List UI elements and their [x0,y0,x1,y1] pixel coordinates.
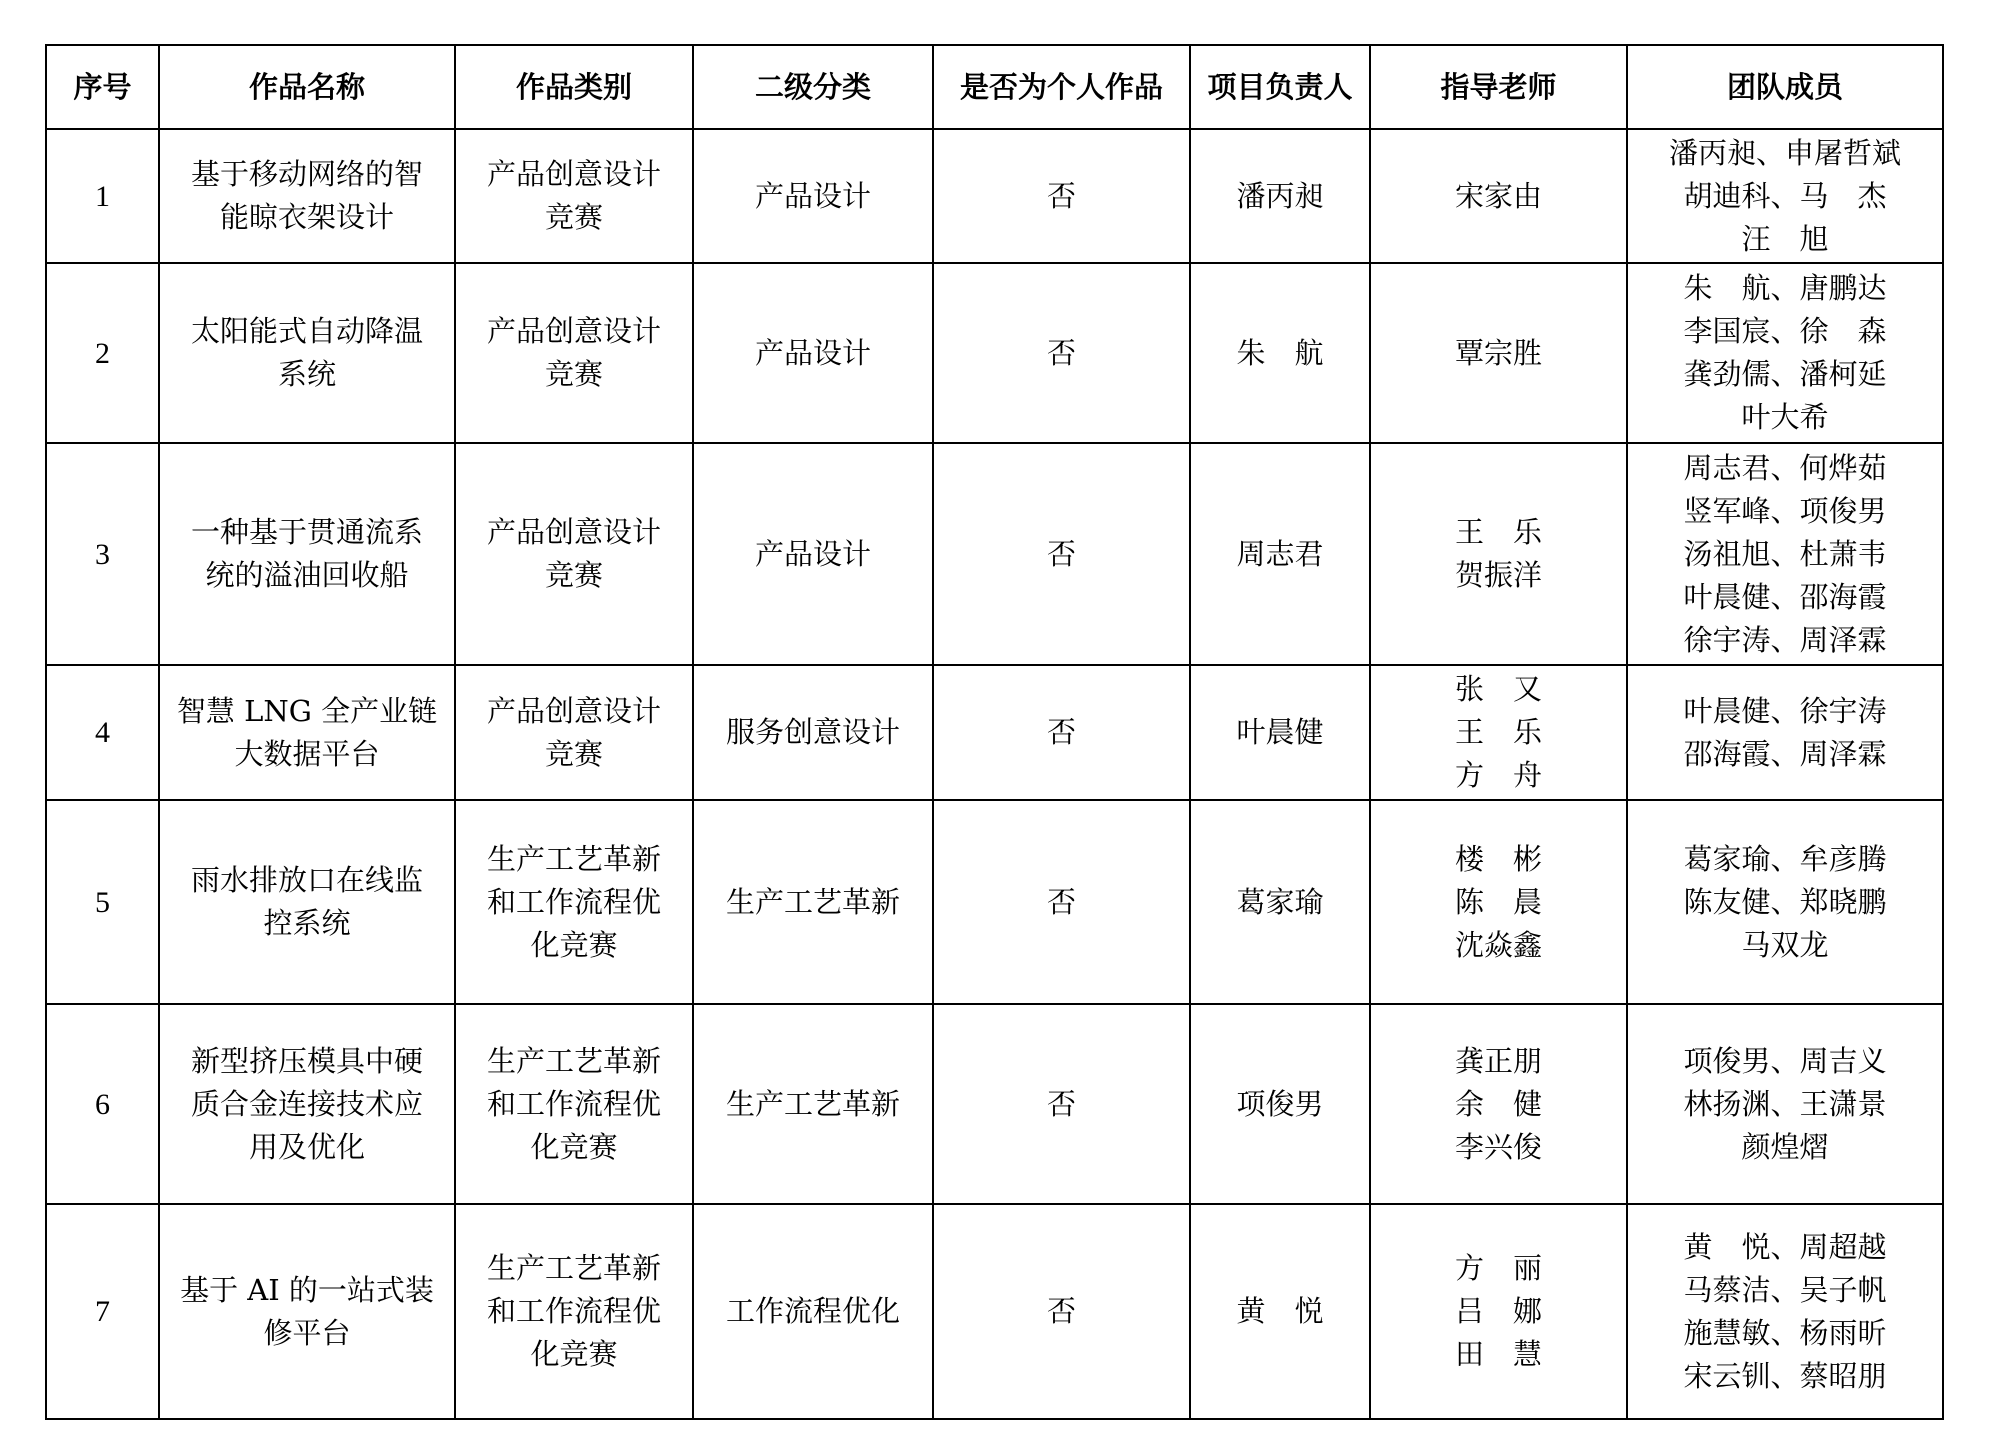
work-name-line: 控系统 [263,906,351,940]
advisors [1370,263,1627,443]
header-cell: 项目负责人 [1190,45,1370,129]
project-leader-text: 叶晨健 [1236,715,1324,749]
advisors [1370,1204,1627,1419]
work-name-line: 一种基于贯通流系 [190,515,423,549]
sub-category-text: 生产工艺革新 [725,884,900,919]
sub-category [693,129,933,263]
table-row [46,665,1943,800]
work-name [159,1004,455,1204]
work-category [455,665,693,800]
team-members-line: 潘丙昶、申屠哲斌 [1668,135,1901,170]
work-category-line: 化竞赛 [530,1337,618,1371]
team-members-line: 汪 旭 [1741,221,1829,256]
sub-category-text: 产品设计 [754,536,871,571]
advisors-line: 田 慧 [1454,1337,1542,1371]
project-leader-text: 朱 航 [1236,335,1324,370]
row-number [46,1204,159,1419]
work-category-line: 产品创意设计 [486,693,661,728]
row-number [46,263,159,443]
team-members-line: 朱 航、唐鹏达 [1683,271,1887,305]
team-members-line: 龚劲儒、潘柯延 [1683,357,1887,391]
row-number [46,1004,159,1204]
sub-category-text: 产品设计 [754,335,871,370]
team-members-line: 宋云钏、蔡昭朋 [1683,1358,1887,1393]
advisors-line: 宋家由 [1454,178,1542,213]
header-cell: 团队成员 [1627,45,1943,129]
work-category [455,263,693,443]
team-members-line: 林扬渊、王潇景 [1683,1086,1887,1121]
row-number-text: 2 [95,336,110,370]
is-individual [933,665,1190,800]
project-leader [1190,129,1370,263]
advisors-line: 方 舟 [1454,758,1542,792]
advisors-line: 楼 彬 [1454,841,1542,876]
advisors [1370,129,1627,263]
team-members-line: 叶晨健、邵海霞 [1683,579,1887,614]
work-name-line: 系统 [277,357,336,391]
work-name [159,1204,455,1419]
project-leader [1190,443,1370,665]
work-category [455,443,693,665]
is-individual-text: 否 [1046,1294,1076,1328]
is-individual [933,263,1190,443]
team-members-line: 颜煌熠 [1741,1129,1829,1164]
table-row [46,443,1943,665]
work-category-line: 生产工艺革新 [486,1251,661,1285]
row-number [46,129,159,263]
table-row [46,129,1943,263]
award-table [45,44,1944,1420]
work-category-line: 竞赛 [544,736,603,771]
sub-category [693,1004,933,1204]
advisors-line: 覃宗胜 [1454,335,1542,370]
team-members [1627,263,1943,443]
sub-category [693,665,933,800]
team-members-line: 马蔡洁、吴子帆 [1683,1272,1887,1307]
team-members-line: 施慧敏、杨雨昕 [1683,1315,1887,1350]
work-name-line: 用及优化 [248,1129,365,1164]
team-members-line: 李国宸、徐 森 [1683,314,1887,348]
work-category-line: 竞赛 [544,200,603,234]
project-leader [1190,1204,1370,1419]
work-name-line: 基于移动网络的智 [190,157,423,191]
team-members-line: 项俊男、周吉义 [1683,1043,1887,1078]
work-category [455,800,693,1004]
header-cell: 二级分类 [693,45,933,129]
work-name [159,665,455,800]
is-individual [933,1004,1190,1204]
project-leader [1190,665,1370,800]
row-number-text: 6 [95,1087,110,1121]
work-category-line: 产品创意设计 [486,157,661,191]
table-body [46,129,1943,1419]
is-individual-text: 否 [1046,884,1076,919]
work-name [159,263,455,443]
team-members-line: 叶晨健、徐宇涛 [1683,693,1887,728]
advisors-line: 王 乐 [1454,515,1542,549]
work-name-line: 太阳能式自动降温 [190,314,423,348]
work-name-line: 雨水排放口在线监 [190,863,423,897]
project-leader [1190,263,1370,443]
advisors-line: 余 健 [1454,1086,1542,1121]
team-members [1627,129,1943,263]
work-name [159,800,455,1004]
row-number-text: 4 [95,716,110,749]
team-members-line: 叶大希 [1741,400,1829,434]
work-category-line: 生产工艺革新 [486,1043,661,1078]
header-cell: 指导老师 [1370,45,1627,129]
row-number [46,665,159,800]
sub-category-text: 服务创意设计 [725,715,900,749]
team-members-line: 马双龙 [1741,927,1829,962]
row-number-text: 7 [95,1295,110,1328]
team-members-line: 汤祖旭、杜萧韦 [1683,536,1887,571]
table-row [46,1004,1943,1204]
header-cell: 作品类别 [455,45,693,129]
team-members-line: 葛家瑜、牟彦腾 [1683,841,1887,876]
advisors [1370,443,1627,665]
sub-category [693,1204,933,1419]
row-number-text: 5 [95,885,110,919]
project-leader [1190,1004,1370,1204]
row-number [46,443,159,665]
table-row [46,800,1943,1004]
advisors-line: 吕 娜 [1454,1294,1542,1328]
row-number [46,800,159,1004]
work-category [455,1004,693,1204]
team-members-line: 周志君、何烨茹 [1683,450,1887,485]
work-category [455,129,693,263]
work-category-line: 和工作流程优 [486,1086,661,1121]
advisors-line: 龚正朋 [1454,1043,1542,1078]
sub-category [693,263,933,443]
header-cell: 序号 [46,45,159,129]
project-leader [1190,800,1370,1004]
team-members [1627,800,1943,1004]
project-leader-text: 葛家瑜 [1236,884,1324,919]
advisors-line: 张 又 [1454,672,1542,706]
work-category-line: 和工作流程优 [486,1294,661,1328]
advisors-line: 陈 晨 [1454,884,1542,919]
project-leader-text: 黄 悦 [1236,1294,1324,1328]
work-name-line: 智慧 LNG 全产业链 [176,693,438,728]
advisors-line: 李兴俊 [1454,1129,1542,1164]
team-members-line: 陈友健、郑晓鹏 [1683,884,1887,919]
team-members-line: 胡迪科、马 杰 [1683,178,1887,213]
team-members-line: 竖军峰、项俊男 [1683,493,1887,528]
work-name-line: 能晾衣架设计 [219,200,394,234]
advisors-line: 贺振洋 [1454,558,1542,592]
work-name-line: 基于 AI 的一站式装 [180,1272,434,1307]
row-number-text: 1 [95,179,110,213]
work-category-line: 产品创意设计 [486,515,661,549]
team-members [1627,1204,1943,1419]
advisors-line: 王 乐 [1454,715,1542,749]
team-members-line: 邵海霞、周泽霖 [1683,736,1887,771]
is-individual-text: 否 [1046,1086,1076,1121]
work-category-line: 生产工艺革新 [486,841,661,876]
sub-category-text: 产品设计 [754,178,871,213]
team-members-line: 黄 悦、周超越 [1683,1229,1887,1264]
header-row [46,45,1943,129]
team-members [1627,443,1943,665]
work-category-line: 和工作流程优 [486,884,661,919]
work-name [159,129,455,263]
advisors [1370,665,1627,800]
sub-category [693,443,933,665]
advisors [1370,1004,1627,1204]
work-name-line: 质合金连接技术应 [190,1086,423,1121]
is-individual [933,1204,1190,1419]
team-members [1627,665,1943,800]
work-category-line: 竞赛 [544,357,603,391]
team-members-line: 徐宇涛、周泽霖 [1683,622,1887,657]
work-name [159,443,455,665]
table-row [46,1204,1943,1419]
header-cell: 作品名称 [159,45,455,129]
work-category-line: 竞赛 [544,558,603,592]
project-leader-text: 周志君 [1236,536,1324,571]
sub-category-text: 生产工艺革新 [725,1086,900,1121]
advisors [1370,800,1627,1004]
work-category-line: 产品创意设计 [486,314,661,348]
work-name-line: 新型挤压模具中硬 [190,1043,423,1078]
is-individual [933,800,1190,1004]
work-name-line: 统的溢油回收船 [205,558,409,592]
header-cell: 是否为个人作品 [933,45,1190,129]
sub-category [693,800,933,1004]
advisors-line: 方 丽 [1454,1251,1542,1285]
team-members [1627,1004,1943,1204]
work-category-line: 化竞赛 [530,1129,618,1164]
is-individual [933,443,1190,665]
is-individual-text: 否 [1046,715,1076,749]
advisors-line: 沈焱鑫 [1454,927,1542,962]
project-leader-text: 项俊男 [1236,1086,1324,1121]
work-category-line: 化竞赛 [530,927,618,962]
work-name-line: 修平台 [263,1315,351,1350]
table-row [46,263,1943,443]
project-leader-text: 潘丙昶 [1236,178,1324,213]
work-category [455,1204,693,1419]
is-individual-text: 否 [1046,335,1076,370]
row-number-text: 3 [95,537,110,571]
is-individual [933,129,1190,263]
sub-category-text: 工作流程优化 [725,1294,900,1328]
is-individual-text: 否 [1046,536,1076,571]
work-name-line: 大数据平台 [234,736,380,771]
is-individual-text: 否 [1046,178,1076,213]
